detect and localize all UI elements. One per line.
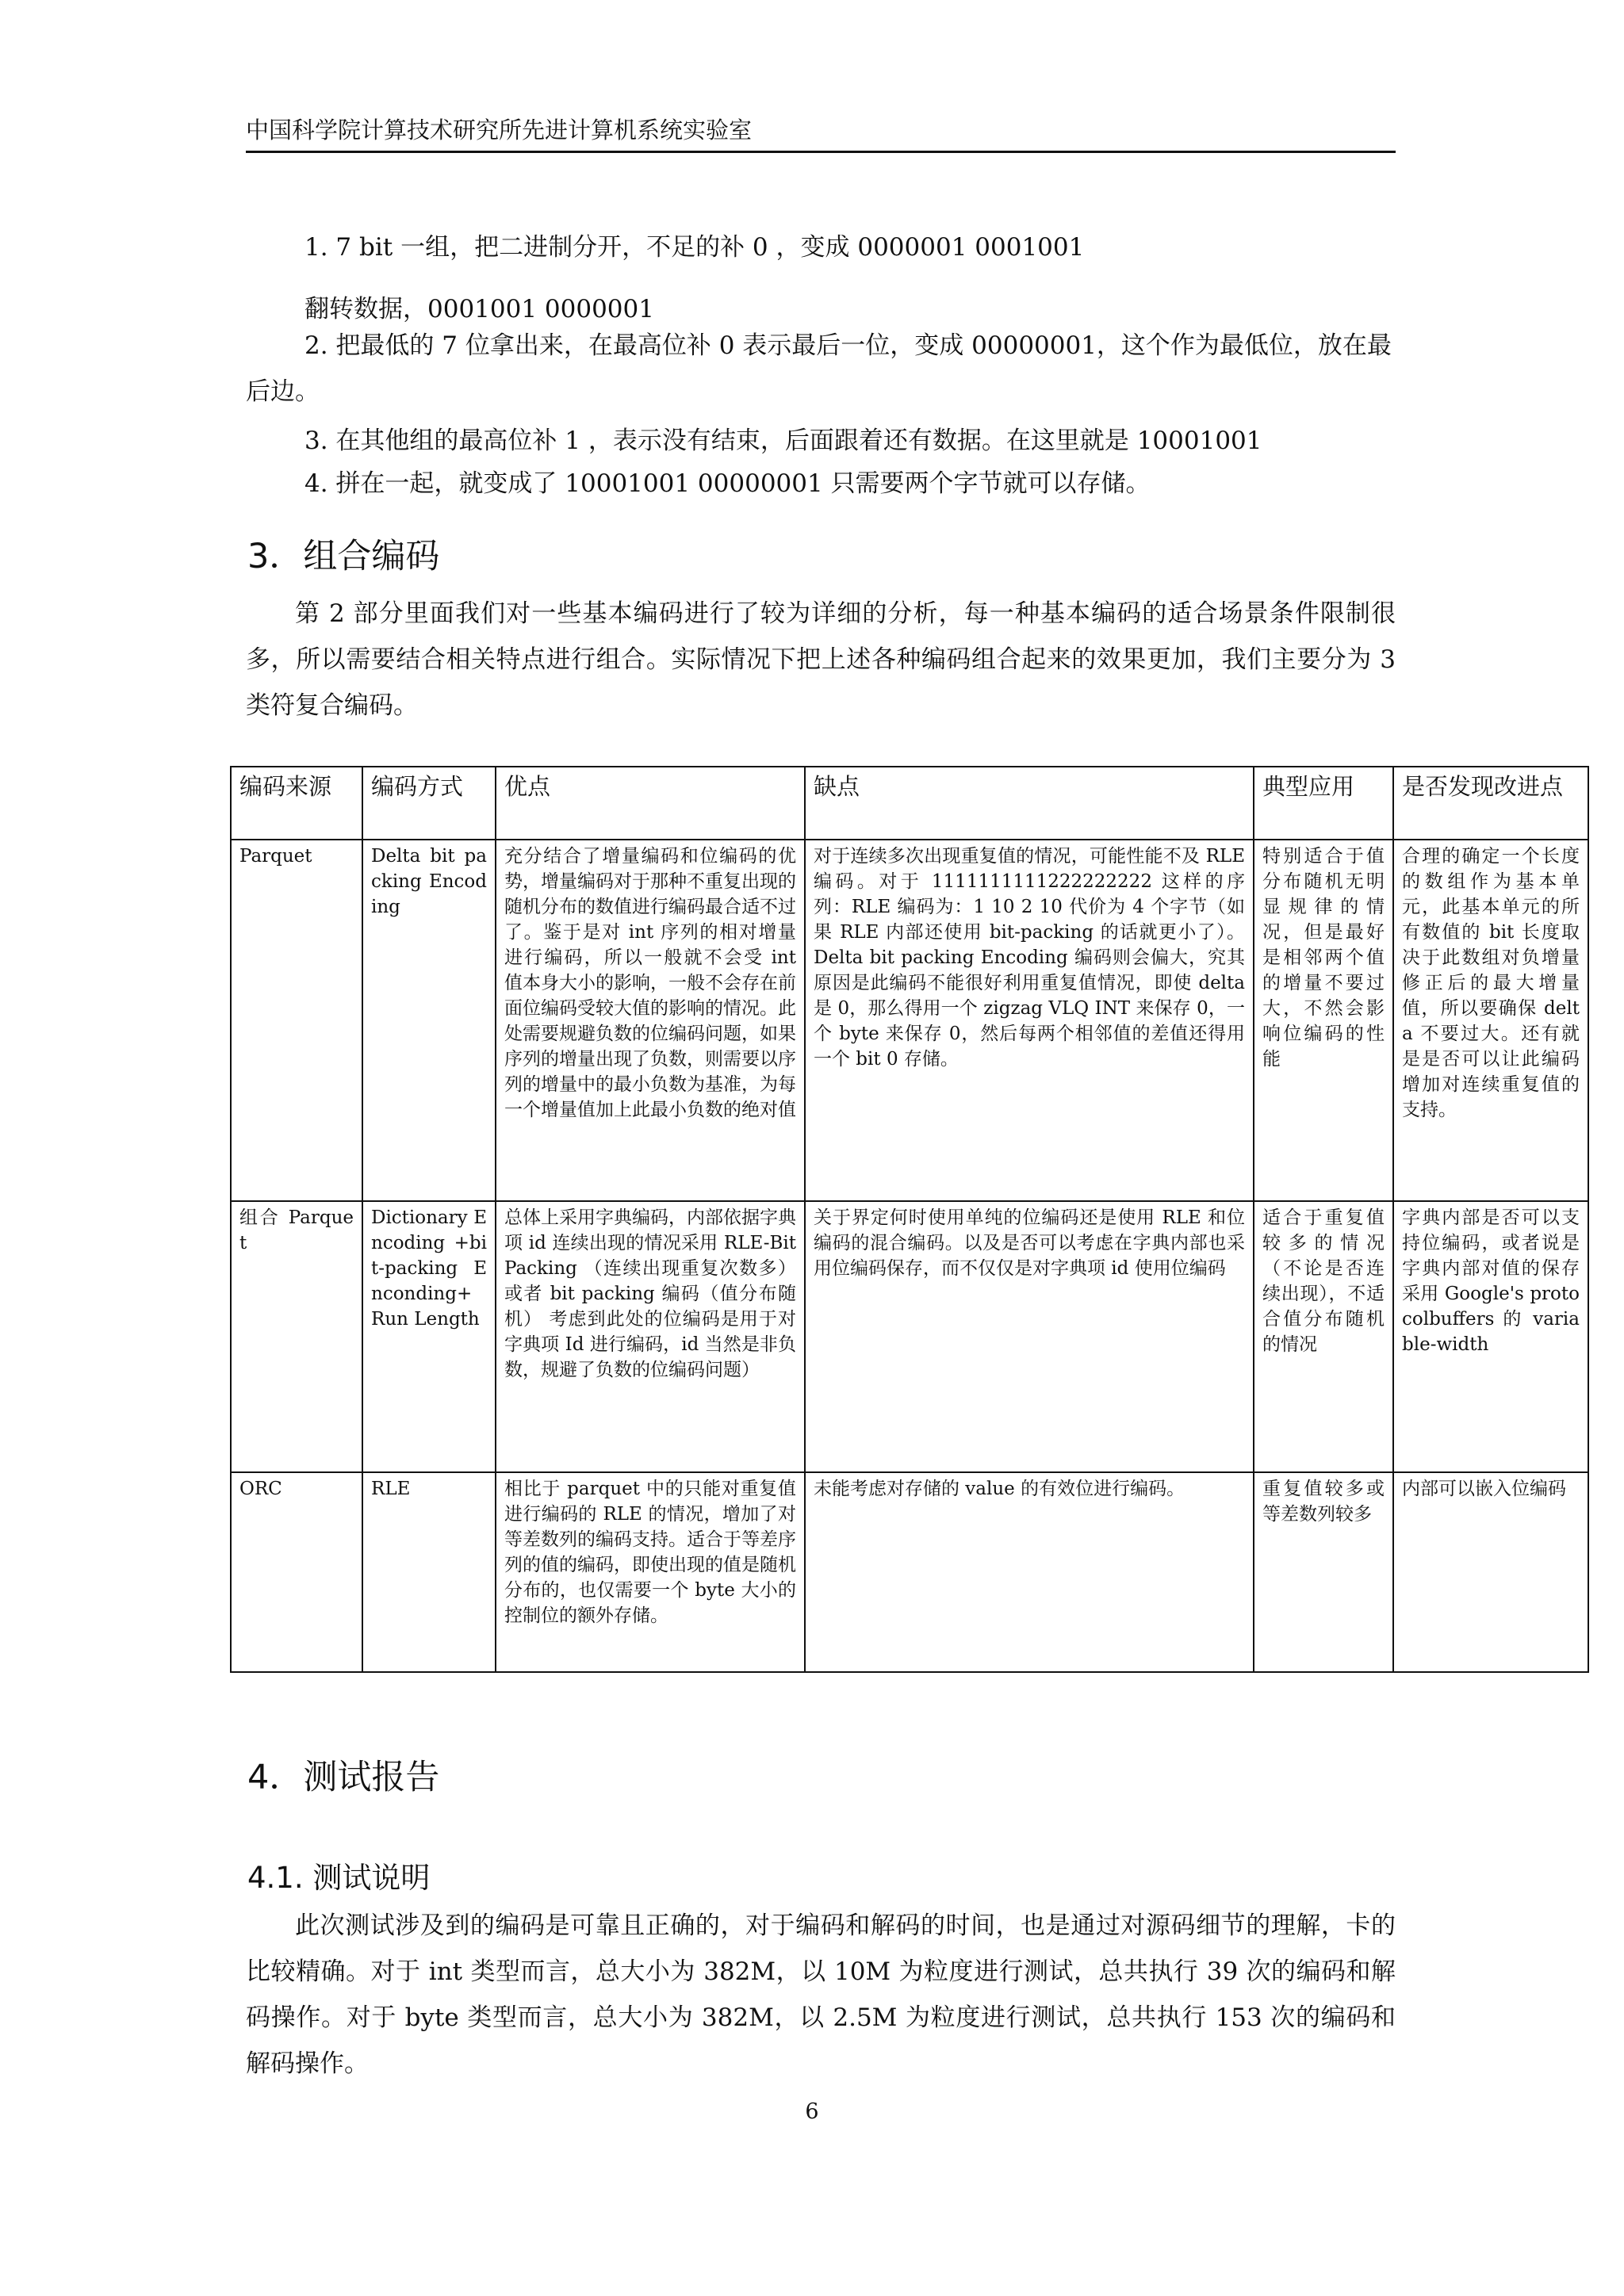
- cell-usage: 重复值较多或等差数列较多: [1254, 1472, 1393, 1672]
- encoding-comparison-table: [230, 766, 1589, 1673]
- cell-improve: 字典内部是否可以支持位编码，或者说是字典内部对值的保存采用 Google's protocolbuffers 的 variable-width: [1393, 1201, 1588, 1472]
- header-usage: 典型应用: [1254, 767, 1393, 840]
- header-improve: 是否发现改进点: [1393, 767, 1588, 840]
- cell-improve: 内部可以嵌入位编码: [1393, 1472, 1588, 1672]
- table-row: [231, 1201, 1588, 1472]
- step-4: 4. 拼在一起，就变成了 10001001 00000001 只需要两个字节就可以存储。: [304, 469, 1151, 498]
- table-row: [231, 840, 1588, 1201]
- cell-source: Parquet: [231, 840, 362, 1201]
- step-3: 3. 在其他组的最高位补 1 ，表示没有结束，后面跟着还有数据。在这里就是 10001001: [304, 427, 1262, 455]
- cell-pros: 相比于 parquet 中的只能对重复值进行编码的 RLE 的情况，增加了对等差数列的编码支持。适合于等差序列的值的编码，即使出现的值是随机分布的，也仅需要一个 byte 大小的控制位的额外存储。: [496, 1472, 805, 1672]
- step-1: 1. 7 bit 一组，把二进制分开，不足的补 0 ，变成 0000001 0001001: [304, 233, 1085, 262]
- flip-data: 翻转数据，0001001 0000001: [304, 295, 654, 323]
- section-4-paragraph: 此次测试涉及到的编码是可靠且正确的，对于编码和解码的时间，也是通过对源码细节的理解，卡的比较精确。对于 int 类型而言，总大小为 382M，以 10M 为粒度进行测试，总共执行 39 次的编码和解码操作。对于 byte 类型而言，总大小为 382M，以 2.5M 为粒度进行测试，总共执行 153 次的编码和解码操作。: [246, 1911, 1396, 2078]
- cell-cons: 关于界定何时使用单纯的位编码还是使用 RLE 和位编码的混合编码。以及是否可以考虑在字典内部也采用位编码保存，而不仅仅是对字典项 id 使用位编码: [805, 1201, 1254, 1472]
- cell-method: Dictionary Encoding +bit-packing Enconding+ Run Length: [362, 1201, 496, 1472]
- header-source: 编码来源: [231, 767, 362, 840]
- step-2: 2. 把最低的 7 位拿出来，在最高位补 0 表示最后一位，变成 00000001，这个作为最低位，放在最后边。: [246, 331, 1392, 406]
- cell-cons: 未能考虑对存储的 value 的有效位进行编码。: [805, 1472, 1254, 1672]
- cell-method: RLE: [362, 1472, 496, 1672]
- page-header: [246, 109, 1396, 153]
- cell-source: ORC: [231, 1472, 362, 1672]
- section-4-title: 4．测试报告: [247, 1758, 440, 1797]
- page-number: 6: [805, 2099, 819, 2124]
- cell-usage: 特别适合于值分布随机无明显规律的情况，但是最好是相邻两个值的增量不要过大，不然会影响位编码的性能: [1254, 840, 1393, 1201]
- cell-pros: 充分结合了增量编码和位编码的优势，增量编码对于那种不重复出现的随机分布的数值进行编码最合适不过了。鉴于是对 int 序列的相对增量进行编码，所以一般就不会受 int 值本身大小的影响，一般不会存在前面位编码受较大值的影响的情况。此处需要规避负数的位编码问题，如果序列的增量出现了负数，则需要以序列的增量中的最小负数为基准，为每一个增量值加上此最小负数的绝对值: [496, 840, 805, 1201]
- table-row: [231, 1472, 1588, 1672]
- table-header-row: [231, 767, 1588, 840]
- cell-method: Delta bit packing Encoding: [362, 840, 496, 1201]
- section-4-1-title: 4.1. 测试说明: [247, 1861, 431, 1895]
- header-cons: 缺点: [805, 767, 1254, 840]
- section-3-title: 3．组合编码: [247, 537, 440, 576]
- section-3-paragraph: 第 2 部分里面我们对一些基本编码进行了较为详细的分析，每一种基本编码的适合场景条件限制很多，所以需要结合相关特点进行组合。实际情况下把上述各种编码组合起来的效果更加，我们主要分为 3 类符复合编码。: [246, 599, 1396, 720]
- header-method: 编码方式: [362, 767, 496, 840]
- cell-improve: 合理的确定一个长度的数组作为基本单元，此基本单元的所有数值的 bit 长度取决于此数组对负增量修正后的最大增量值，所以要确保 delta 不要过大。还有就是是否可以让此编码增加对连续重复值的支持。: [1393, 840, 1588, 1201]
- cell-pros: 总体上采用字典编码，内部依据字典项 id 连续出现的情况采用 RLE-Bit Packing （连续出现重复次数多）或者 bit packing 编码（值分布随机） 考虑到此处的位编码是用于对字典项 Id 进行编码，id 当然是非负数，规避了负数的位编码问题）: [496, 1201, 805, 1472]
- cell-cons: 对于连续多次出现重复值的情况，可能性能不及 RLE 编码。对于 1111111111222222222 这样的序列：RLE 编码为：1 10 2 10 代价为 4 个字节（如果 RLE 内部还使用 bit-packing 的话就更小了）。 Delta bit packing Encoding 编码则会偏大，究其原因是此编码不能很好利用重复值情况，即使 delta 是 0，那么得用一个 zigzag VLQ INT 来保存 0，一个 byte 来保存 0，然后每两个相邻值的差值还得用一个 bit 0 存储。: [805, 840, 1254, 1201]
- cell-usage: 适合于重复值较多的情况（不论是否连续出现），不适合值分布随机的情况: [1254, 1201, 1393, 1472]
- header-pros: 优点: [496, 767, 805, 840]
- header-title: 中国科学院计算技术研究所先进计算机系统实验室: [246, 117, 753, 144]
- cell-source: 组合 Parquet: [231, 1201, 362, 1472]
